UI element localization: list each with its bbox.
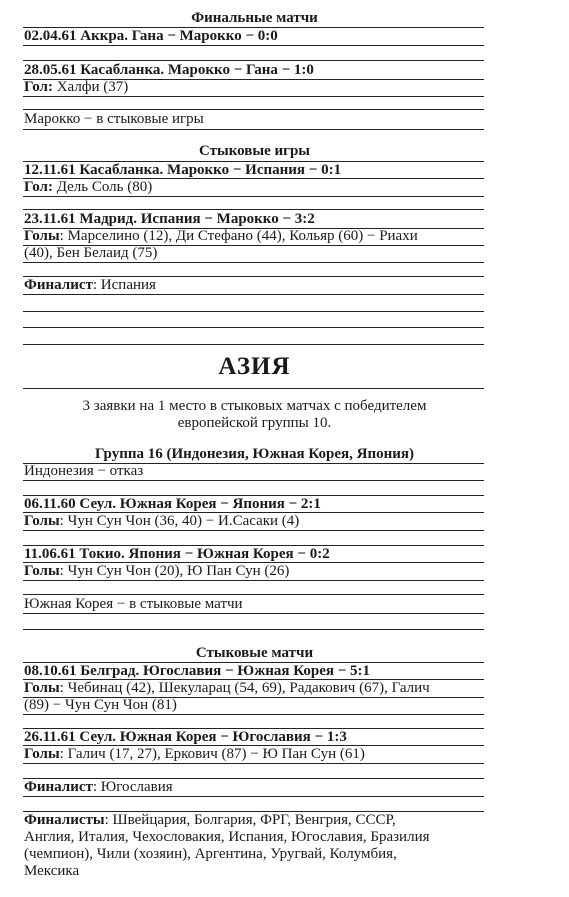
rule (23, 763, 484, 764)
rule (23, 580, 484, 581)
rule (23, 96, 484, 97)
finalist-text: : Югославия (92, 779, 173, 795)
goal-line (24, 179, 152, 196)
rule (23, 714, 484, 715)
goal-label: Гол: (24, 79, 53, 95)
finalists-text: : Швейцария, Болгария, ФРГ, Венгрия, СССР, (104, 812, 396, 828)
goal-label: Голы (24, 680, 60, 696)
withdrawal-note: Индонезия − отказ (24, 463, 144, 479)
goal-line (24, 513, 299, 530)
match-title: 26.11.61 Сеул. Южная Корея − Югославия − 1:3 (24, 729, 347, 745)
goal-line (24, 563, 289, 580)
rule (23, 629, 484, 630)
goal-line (24, 680, 430, 697)
match-title: 08.10.61 Белград. Югославия − Южная Корея − 5:1 (24, 663, 371, 679)
finalists-text-continued: Англия, Италия, Чехословакия, Испания, Югославия, Бразилия (24, 829, 430, 845)
rule (23, 129, 484, 130)
qualification-result: Южная Корея − в стыковые матчи (24, 596, 243, 612)
goal-label: Гол: (24, 179, 53, 195)
qualification-result: Марокко − в стыковые игры (24, 111, 204, 127)
rule (23, 480, 484, 481)
goal-line (24, 746, 365, 763)
rule (23, 294, 484, 295)
rule (23, 613, 484, 614)
rule (23, 344, 484, 345)
rule (23, 60, 484, 61)
finalist-label: Финалист (24, 277, 93, 293)
goal-text: : Галич (17, 27), Еркович (87) − Ю Пан Сун (61) (59, 746, 365, 762)
group-heading: Группа 16 (Индонезия, Южная Корея, Япония) (94, 446, 415, 462)
rule (23, 530, 484, 531)
finalists-text-continued: Мексика (24, 863, 80, 879)
rule (23, 388, 484, 389)
goal-text: : Чебинац (42), Шекуларац (54, 69), Радакович (67), Галич (59, 680, 430, 696)
section-heading-playoffs: Стыковые матчи (195, 645, 314, 661)
section-heading-playoffs: Стыковые игры (198, 143, 310, 159)
goal-text: : Чун Сун Чон (36, 40) − И.Сасаки (4) (59, 513, 300, 529)
goal-line (24, 79, 128, 96)
goal-line (24, 228, 418, 245)
match-title: 23.11.61 Мадрид. Испания − Марокко − 3:2 (24, 211, 315, 227)
rule (23, 796, 484, 797)
goal-label: Голы (24, 513, 60, 529)
match-title: 28.05.61 Касабланка. Марокко − Гана − 1:0 (24, 62, 314, 78)
finalists-text-continued: (чемпион), Чили (хозяин), Аргентина, Уругвай, Колумбия, (24, 846, 397, 862)
match-title: 11.06.61 Токио. Япония − Южная Корея − 0:2 (24, 546, 330, 562)
rule (23, 327, 484, 328)
rule (23, 209, 484, 210)
goal-label: Голы (24, 746, 60, 762)
rule (23, 594, 484, 595)
finalist-text: : Испания (92, 277, 156, 293)
rule (23, 109, 484, 110)
finalist-line (24, 779, 173, 796)
finalists-label: Финалисты (24, 812, 105, 828)
intro-line: европейской группы 10. (177, 415, 332, 431)
match-title: 12.11.61 Касабланка. Марокко − Испания − 0:1 (24, 162, 342, 178)
section-heading-final-matches: Финальные матчи (191, 10, 318, 26)
goal-label: Голы (24, 563, 60, 579)
goal-label: Голы (24, 228, 60, 244)
intro-line: 3 заявки на 1 место в стыковых матчах с победителем (82, 398, 427, 414)
rule (23, 262, 484, 263)
match-title: 06.11.60 Сеул. Южная Корея − Япония − 2:1 (24, 496, 321, 512)
goal-text-continued: (40), Бен Белаид (75) (24, 245, 158, 261)
goal-text: : Чун Сун Чон (20), Ю Пан Сун (26) (59, 563, 290, 579)
goal-text-continued: (89) − Чун Сун Чон (81) (24, 697, 177, 713)
rule (23, 196, 484, 197)
finalists-line (24, 812, 396, 829)
match-title: 02.04.61 Аккра. Гана − Марокко − 0:0 (24, 28, 278, 44)
rule (23, 45, 484, 46)
finalist-line (24, 277, 156, 294)
finalist-label: Финалист (24, 779, 93, 795)
section-title-asia: АЗИЯ (218, 353, 291, 380)
goal-text: Халфи (37) (52, 79, 129, 95)
goal-text: Дель Соль (80) (52, 179, 153, 195)
rule (23, 311, 484, 312)
goal-text: : Марселино (12), Ди Стефано (44), Кольяр (60) − Риахи (59, 228, 418, 244)
